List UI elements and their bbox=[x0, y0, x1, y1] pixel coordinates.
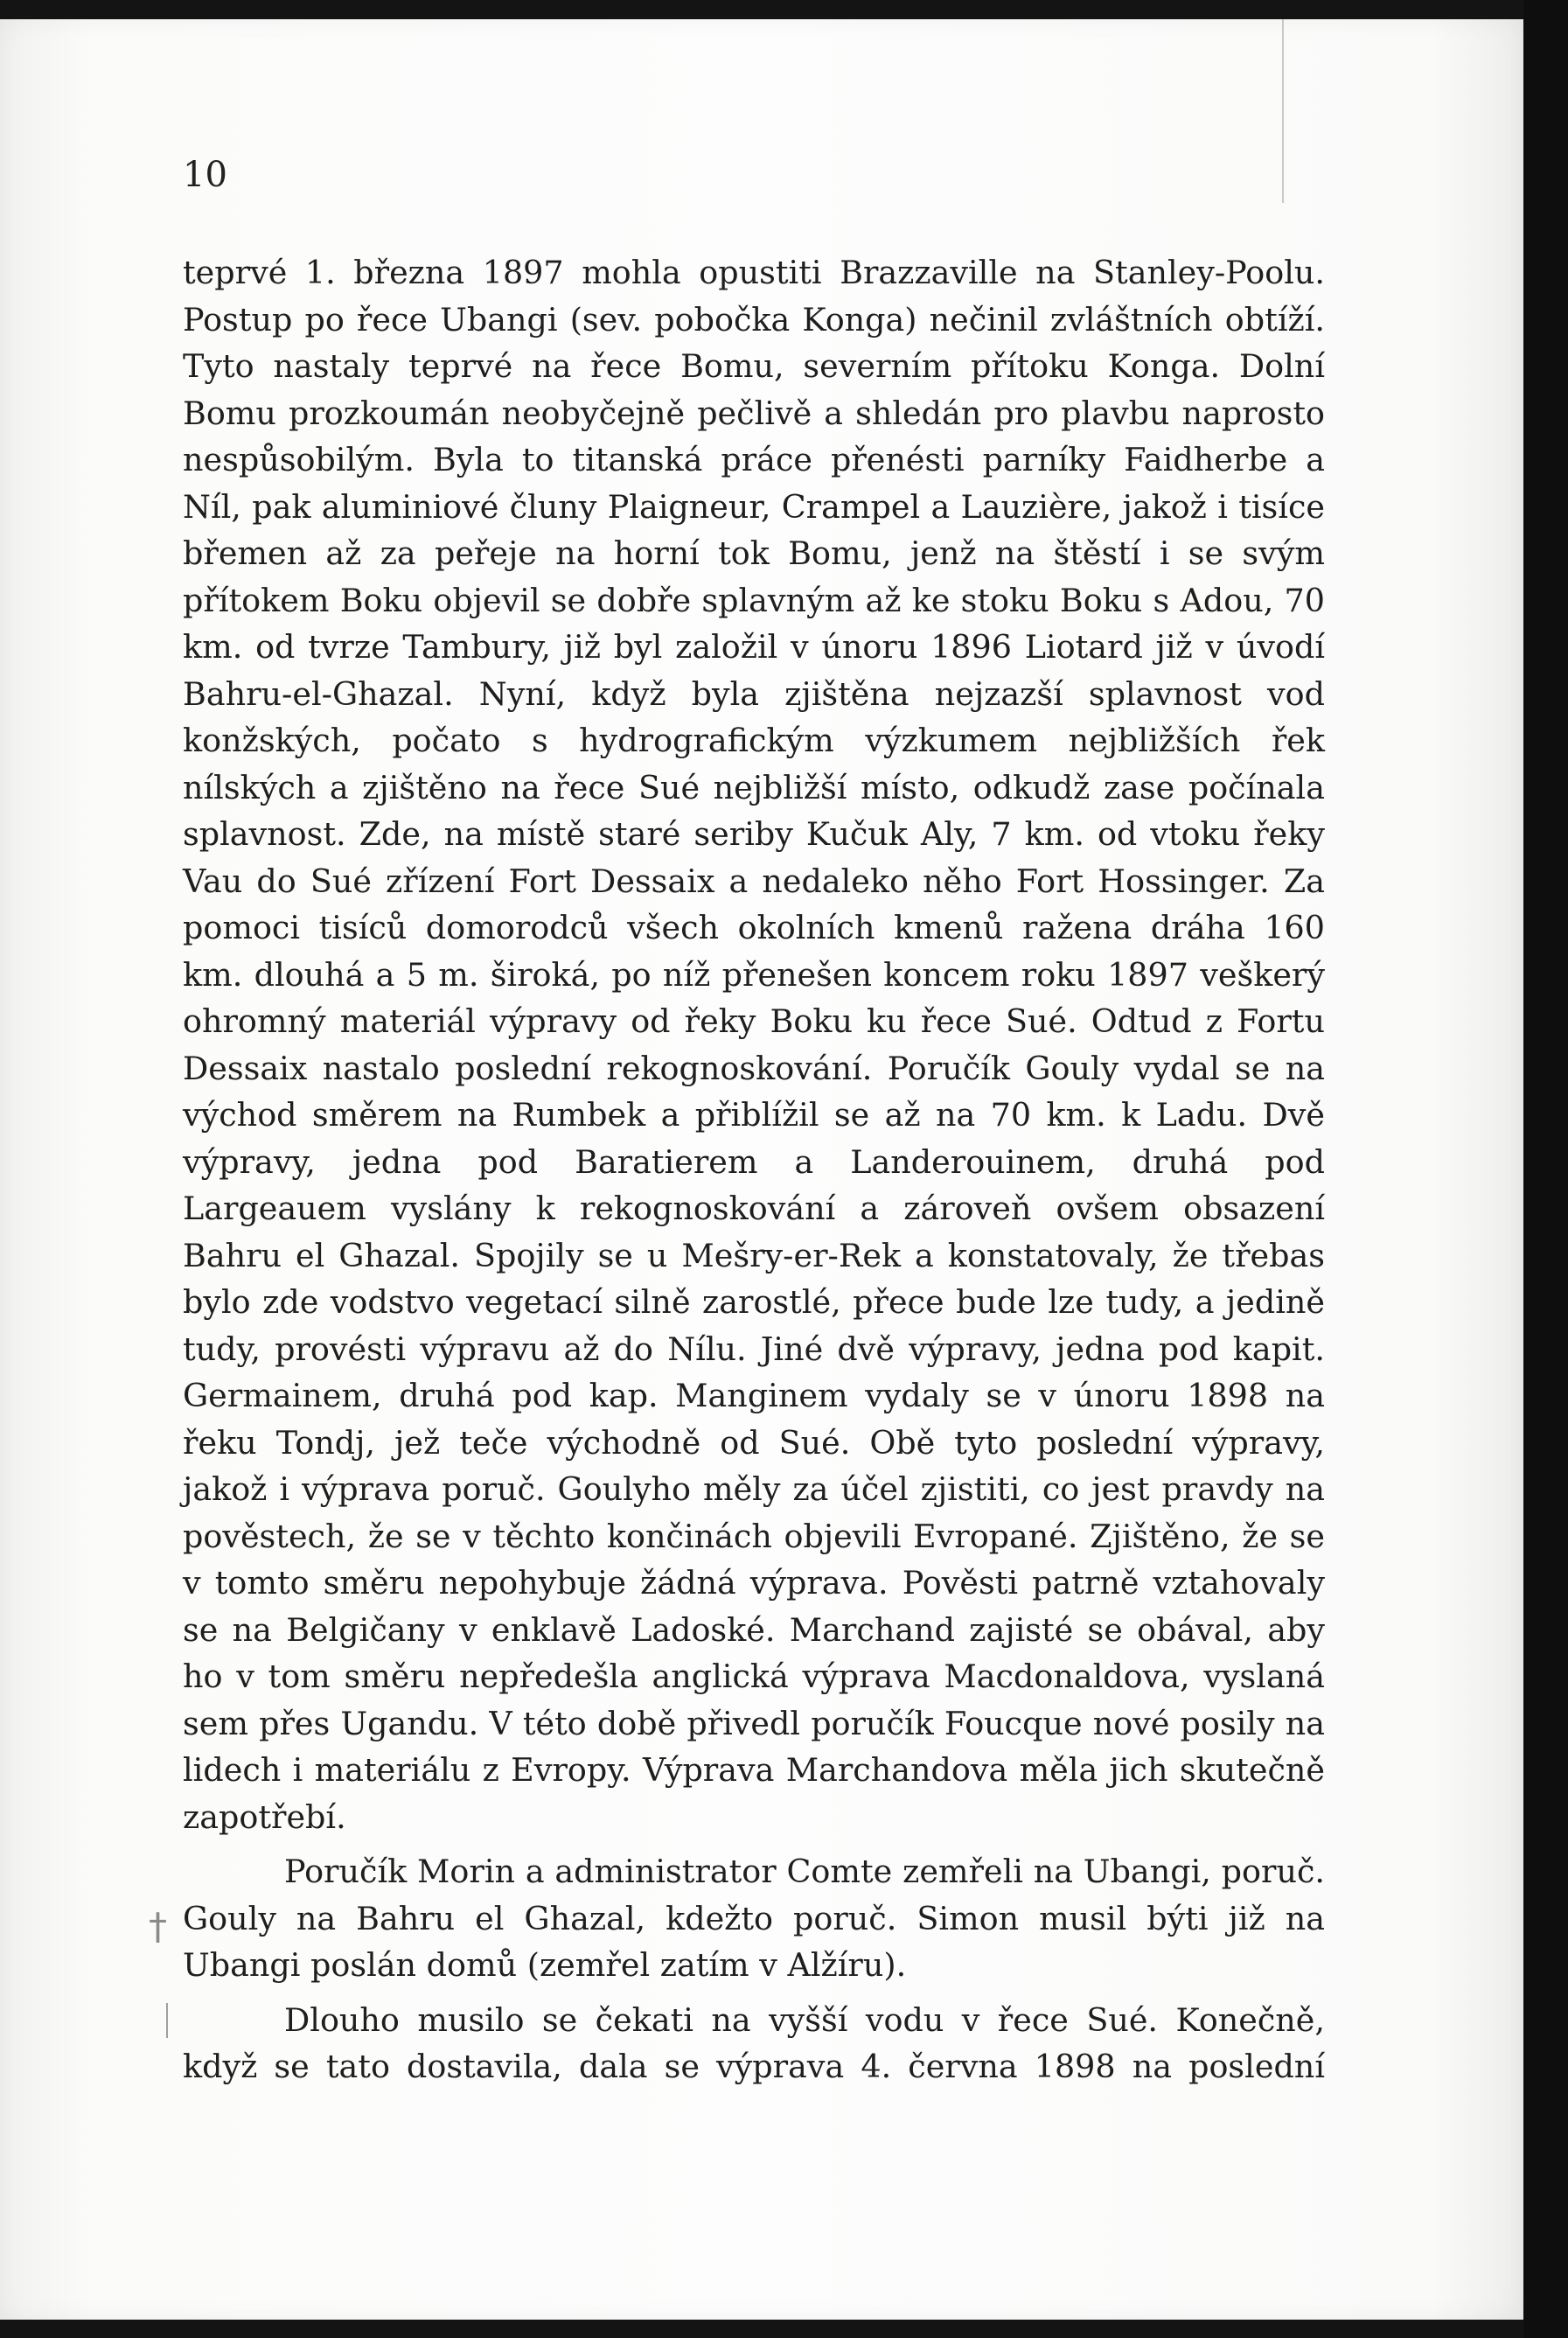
paragraph-3: Dlouho musilo se čekati na vyšší vodu v řece Sué. Konečně, když se tato dostavila, dala se výprava 4. června 1898 na poslední bbox=[183, 2000, 1325, 2085]
body-text bbox=[183, 249, 1325, 2090]
margin-pencil-bar bbox=[166, 2003, 168, 2038]
page-number: 10 bbox=[183, 155, 227, 195]
paragraph-1: teprvé 1. března 1897 mohla opustiti Brazzaville na Stanley-Poolu. Postup po řece Ubangi (sev. pobočka Konga) nečinil zvláštních obtíží. Tyto nastaly teprvé na řece Bomu, severním přítoku Konga. Dolní Bomu prozkoumán neobyčejně pečlivě a shledán pro plavbu naprosto nespůsobilým. Byla to titanská práce přenésti parníky Faidherbe a Níl, pak aluminiové čluny Plaigneur, Crampel a Lauzière, jakož i tisíce břemen až za peřeje na horní tok Bomu, jenž na štěstí i se svým přítokem Boku objevil se dobře splavným až ke stoku Boku s Adou, 70 km. od tvrze Tambury, již byl založil v únoru 1896 Liotard již v úvodí Bahru-el-Ghazal. Nyní, když byla zjištěna nejzazší splavnost vod konžských, počato s hydrografickým výzkumem nejbližších řek nílských a zjištěno na řece Sué nejbližší místo, odkudž zase počínala splavnost. Zde, na místě staré seriby Kučuk Aly, 7 km. od vtoku řeky Vau do Sué zřízení Fort Dessaix a nedaleko něho Fort Hossinger. Za pomoci tisíců domorodců všech okolních kmenů ražena dráha 160 km. dlouhá a 5 m. široká, po níž přenešen koncem roku 1897 veškerý ohromný materiál výpravy od řeky Boku ku řece Sué. Odtud z Fortu Dessaix nastalo poslední rekognoskování. Poručík Gouly vydal se na východ směrem na Rumbek a přiblížil se až na 70 km. k Ladu. Dvě výpravy, jedna pod Baratierem a Landerouinem, druhá pod Largeauem vyslány k rekognoskování a zároveň ovšem obsazení Bahru el Ghazal. Spojily se u Mešry-er-Rek a konstatovaly, že třebas bylo zde vodstvo vegetací silně zarostlé, přece bude lze tudy, a jedině tudy, provésti výpravu až do Nílu. Jiné dvě výpravy, jedna pod kapit. Germainem, druhá pod kap. Manginem vydaly se v únoru 1898 na řeku Tondj, jež teče východně od Sué. Obě tyto poslední výpravy, jakož i výprava poruč. Goulyho měly za účel zjistiti, co jest pravdy na pověstech, že se v těchto končinách objevili Evropané. Zjištěno, že se v tomto směru nepohybuje žádná výprava. Pověsti patrně vztahovaly se na Belgičany v enklavě Ladoské. Marchand zajisté se obával, aby ho v tom směru nepředešla anglická výprava Macdonaldova, vyslaná sem přes Ugandu. V této době přivedl poručík Foucque nové posily na lidech i materiálu z Evropy. Výprava Marchandova měla jich skutečně zapotřebí. bbox=[183, 254, 1325, 1836]
paragraph-2: Poručík Morin a administrator Comte zemřeli na Ubangi, poruč. Gouly na Bahru el Ghazal, kdežto poruč. Simon musil býti již na Ubangi poslán domů (zemřel zatím v Alžíru). bbox=[183, 1853, 1325, 1984]
scan-dark-edge bbox=[1523, 0, 1568, 2338]
margin-pencil-mark: † bbox=[149, 1905, 167, 1948]
scan-artifact-line bbox=[1282, 19, 1284, 203]
